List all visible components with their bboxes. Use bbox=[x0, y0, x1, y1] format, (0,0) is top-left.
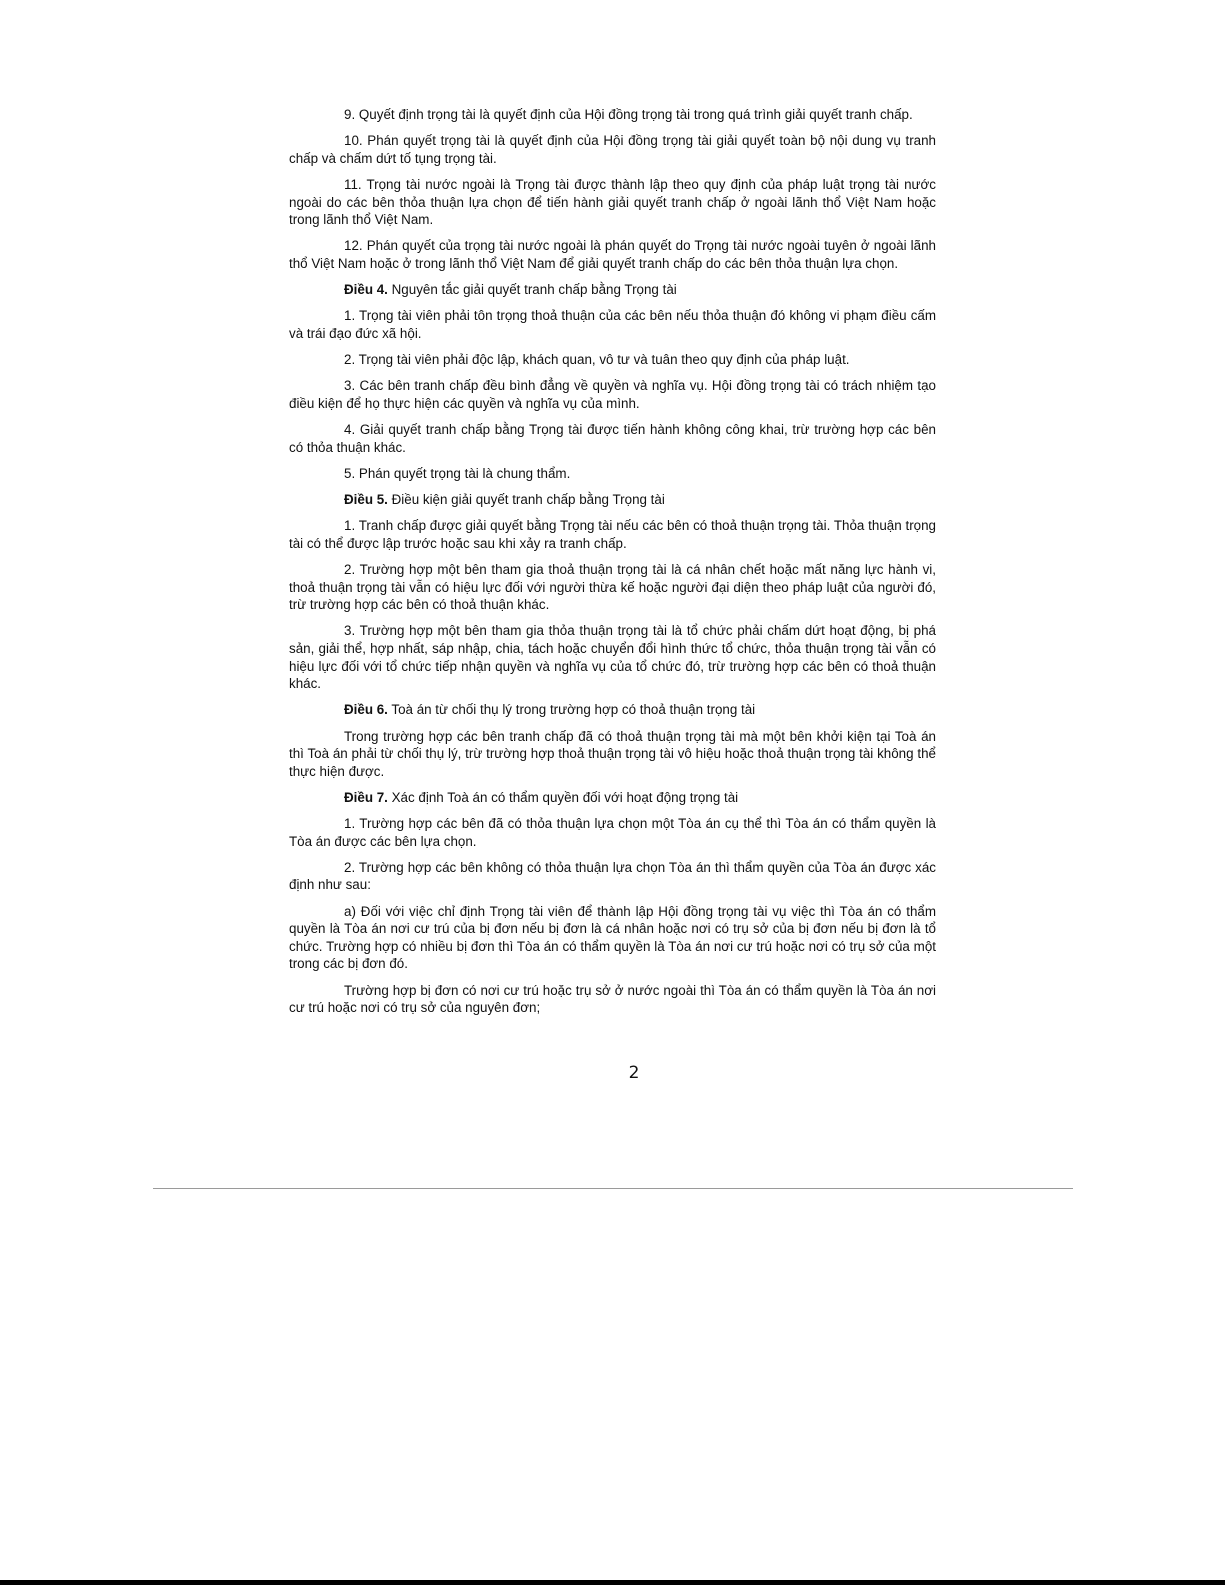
article-title: Điều kiện giải quyết tranh chấp bằng Trọng tài bbox=[387, 492, 665, 508]
bottom-edge-bar bbox=[0, 1580, 1225, 1585]
paragraph: 2. Trường hợp một bên tham gia thoả thuận trọng tài là cá nhân chết hoặc mất năng lực hành vi, thoả thuận trọng tài vẫn có hiệu lực đối với người thừa kế hoặc người đại diện theo pháp luật của người đó, trừ trường hợp các bên có thoả thuận khác. bbox=[289, 562, 936, 613]
article-heading bbox=[289, 789, 936, 807]
paragraph: 12. Phán quyết của trọng tài nước ngoài là phán quyết do Trọng tài nước ngoài tuyên ở ngoài lãnh thổ Việt Nam hoặc ở trong lãnh thổ Việt Nam để giải quyết tranh chấp do các bên thỏa thuận lựa chọn. bbox=[289, 238, 936, 271]
article-number: Điều 7. bbox=[344, 789, 388, 805]
document-page-body bbox=[289, 106, 936, 1025]
paragraph: 5. Phán quyết trọng tài là chung thẩm. bbox=[344, 465, 571, 481]
article-heading bbox=[289, 491, 936, 509]
paragraph: 1. Tranh chấp được giải quyết bằng Trọng tài nếu các bên có thoả thuận trọng tài. Thỏa thuận trọng tài có thể được lập trước hoặc sau khi xảy ra tranh chấp. bbox=[289, 518, 936, 551]
page-number: 2 bbox=[628, 1063, 640, 1083]
paragraph: 1. Trọng tài viên phải tôn trọng thoả thuận của các bên nếu thỏa thuận đó không vi phạm điều cấm và trái đạo đức xã hội. bbox=[289, 308, 936, 341]
article-heading bbox=[289, 701, 936, 719]
page-divider bbox=[153, 1188, 1073, 1189]
paragraph: 1. Trường hợp các bên đã có thỏa thuận lựa chọn một Tòa án cụ thể thì Tòa án có thẩm quyền là Tòa án được các bên lựa chọn. bbox=[289, 816, 936, 849]
article-number: Điều 6. bbox=[344, 702, 388, 718]
paragraph: 3. Các bên tranh chấp đều bình đẳng về quyền và nghĩa vụ. Hội đồng trọng tài có trách nhiệm tạo điều kiện để họ thực hiện các quyền và nghĩa vụ của mình. bbox=[289, 378, 936, 411]
paragraph: 4. Giải quyết tranh chấp bằng Trọng tài được tiến hành không công khai, trừ trường hợp các bên có thỏa thuận khác. bbox=[289, 422, 936, 455]
paragraph: 2. Trọng tài viên phải độc lập, khách quan, vô tư và tuân theo quy định của pháp luật. bbox=[344, 352, 850, 368]
paragraph: a) Đối với việc chỉ định Trọng tài viên để thành lập Hội đồng trọng tài vụ việc thì Tòa án có thẩm quyền là Tòa án nơi cư trú của bị đơn nếu bị đơn là cá nhân hoặc nơi có trụ sở của bị đơn nếu bị đơn là tổ chức. Trường hợp có nhiều bị đơn thì Tòa án có thẩm quyền là Tòa án nơi cư trú hoặc nơi có trụ sở của một trong các bị đơn đó. bbox=[289, 903, 936, 972]
paragraph: Trong trường hợp các bên tranh chấp đã có thoả thuận trọng tài mà một bên khởi kiện tại Toà án thì Toà án phải từ chối thụ lý, trừ trường hợp thoả thuận trọng tài vô hiệu hoặc thoả thuận trọng tài không thể thực hiện được. bbox=[289, 728, 936, 779]
paragraph: Trường hợp bị đơn có nơi cư trú hoặc trụ sở ở nước ngoài thì Tòa án có thẩm quyền là Tòa án nơi cư trú hoặc nơi có trụ sở của nguyên đơn; bbox=[289, 982, 936, 1016]
paragraph: 2. Trường hợp các bên không có thỏa thuận lựa chọn Tòa án thì thẩm quyền của Tòa án được xác định như sau: bbox=[289, 859, 936, 893]
paragraph: 11. Trọng tài nước ngoài là Trọng tài được thành lập theo quy định của pháp luật trọng tài nước ngoài do các bên thỏa thuận lựa chọn để tiến hành giải quyết tranh chấp ở ngoài lãnh thổ Việt Nam hoặc trong lãnh thổ Việt Nam. bbox=[289, 176, 936, 228]
article-title: Toà án từ chối thụ lý trong trường hợp có thoả thuận trọng tài bbox=[387, 702, 756, 718]
article-title: Xác định Toà án có thẩm quyền đối với hoạt động trọng tài bbox=[387, 789, 739, 805]
article-number: Điều 5. bbox=[344, 492, 388, 508]
paragraph: 9. Quyết định trọng tài là quyết định của Hội đồng trọng tài trong quá trình giải quyết tranh chấp. bbox=[344, 107, 913, 122]
paragraph: 3. Trường hợp một bên tham gia thỏa thuận trọng tài là tổ chức phải chấm dứt hoạt động, bị phá sản, giải thể, hợp nhất, sáp nhập, chia, tách hoặc chuyển đổi hình thức tổ chức, thỏa thuận trọng tài vẫn có hiệu lực đối với tổ chức tiếp nhận quyền và nghĩa vụ của tổ chức đó, trừ trường hợp các bên có thoả thuận khác. bbox=[289, 623, 936, 692]
article-number: Điều 4. bbox=[344, 282, 388, 298]
article-title: Nguyên tắc giải quyết tranh chấp bằng Trọng tài bbox=[387, 282, 677, 298]
article-heading bbox=[289, 281, 936, 299]
paragraph: 10. Phán quyết trọng tài là quyết định của Hội đồng trọng tài giải quyết toàn bộ nội dung vụ tranh chấp và chấm dứt tố tụng trọng tài. bbox=[289, 133, 936, 166]
